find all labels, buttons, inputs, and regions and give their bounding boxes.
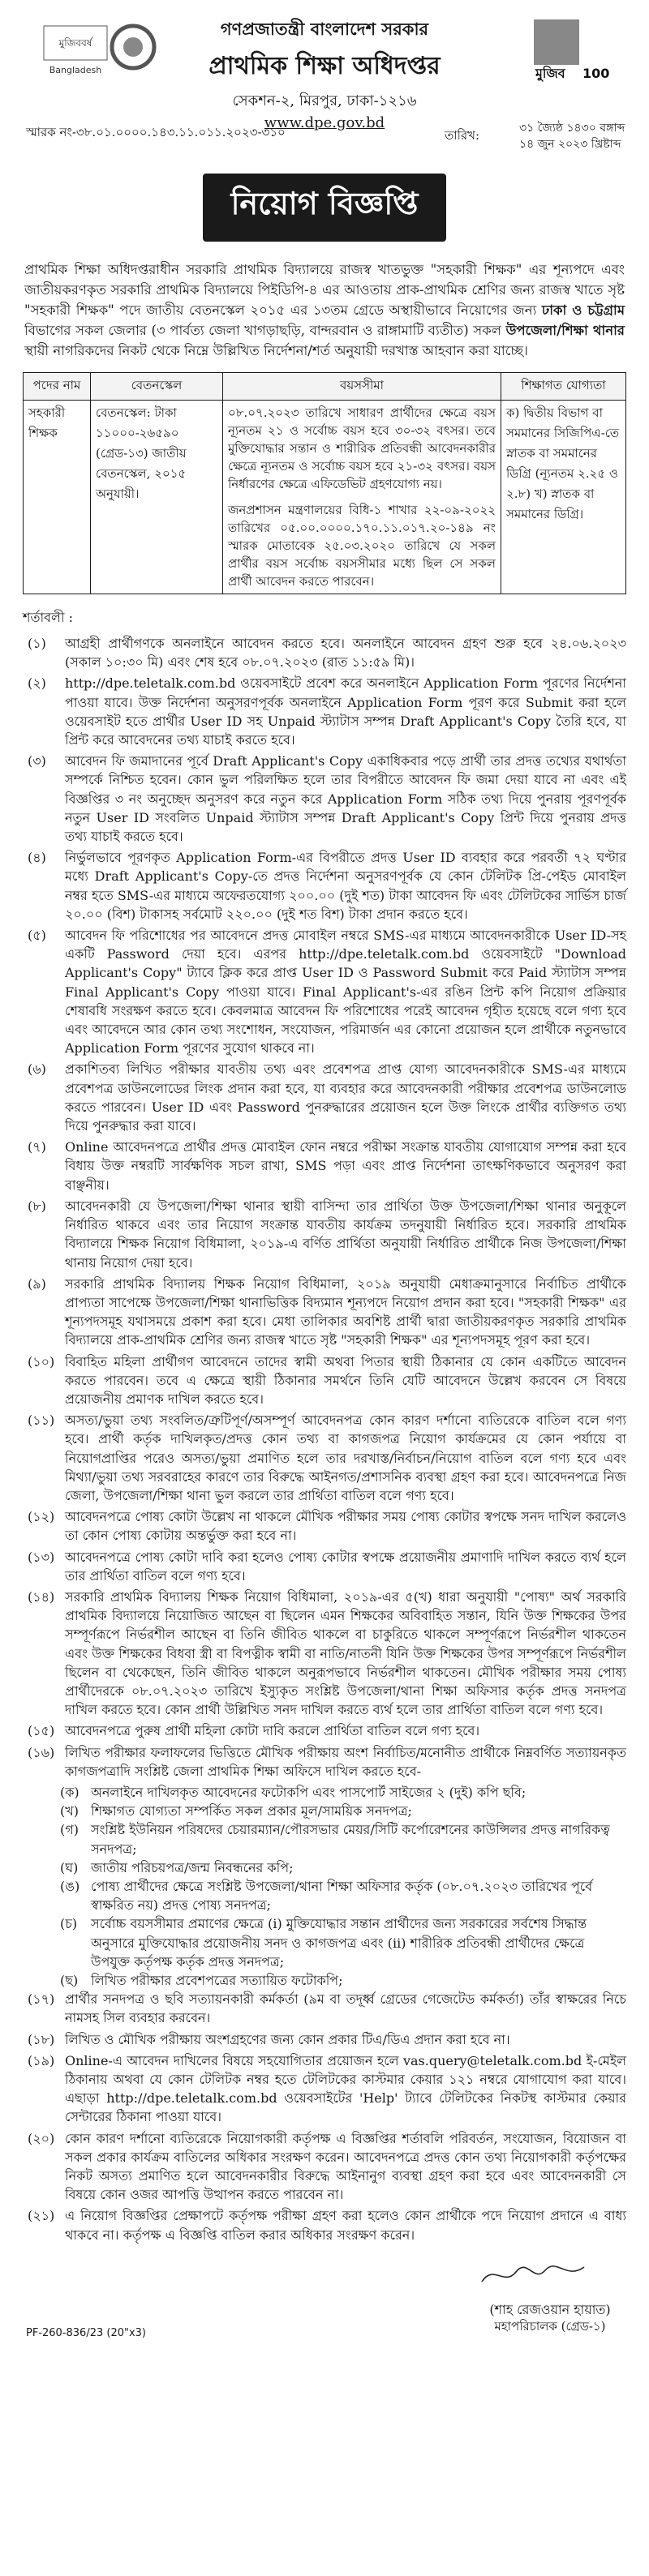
memo-row	[23, 120, 626, 161]
condition-item	[23, 1588, 626, 1719]
condition-item	[23, 1275, 626, 1350]
condition-number: (১৭)	[28, 1991, 55, 2008]
intro-paragraph	[24, 259, 625, 361]
document-text: শিক্ষাগত যোগ্যতা সম্পর্কিত সকল প্রকার মূল/সাময়িক সনদপত্র;	[91, 1803, 412, 1819]
condition-item	[23, 1743, 626, 1781]
condition-number: (১২)	[28, 1509, 55, 1525]
condition-item	[23, 926, 626, 1057]
condition-item	[23, 752, 626, 846]
document-label: (খ)	[60, 1803, 79, 1819]
document-text: সর্বোচ্চ বয়সসীমার প্রমাণের ক্ষেত্রে (i) মুক্তিযোদ্ধার সন্তান প্রার্থীদের জন্য সরকারের সর্বশেষ সিদ্ধান্ত অনুসারে মুক্তিযোদ্ধার প্রয়োজনীয় সনদ ও কাগজপত্র এবং (ii) শারীরিক প্রতিবন্ধী প্রার্থীদের ক্ষেত্রে উপযুক্ত কর্তৃপক্ষ কর্তৃক প্রদত্ত সনদপত্র;	[91, 1916, 587, 1970]
government-name: গণপ্রজাতন্ত্রী বাংলাদেশ সরকার	[220, 19, 429, 39]
logo-left-label: মুজিববর্ষ	[58, 37, 92, 49]
condition-text: প্রার্থীর সনদপত্র ও ছবি সত্যায়নকারী কর্মকর্তা (৯ম বা তদূর্ধ্ব গ্রেডের গেজেটেড কর্মকর্তা) তাঁর স্বাক্ষরের নিচে নামসহ সিল ব্যবহার করবেন।	[65, 1991, 626, 2026]
condition-item	[23, 1548, 626, 1585]
condition-number: (৬)	[28, 1061, 46, 1078]
condition-text: http://dpe.teletalk.com.bd ওয়েবসাইটে প্রবেশ করে অনলাইনে Application Form পূরণের নির্দেশনা পাওয়া যাবে। উক্ত নির্দেশনা অনুসরণপূর্বক অনলাইনে Application Form পূরণ করে Submit করা হলে ওয়েবসাইট হতে প্রার্থীর User ID সহ Unpaid স্ট্যাটাস সম্পন্ন Draft Applicant's Copy তৈরি হবে, যা প্রিন্ট করে আবেদনের তথ্য যাচাই করতে হবে।	[65, 675, 626, 748]
signatory-name: (শাহ রেজওয়ান হায়াত)	[489, 2301, 611, 2317]
condition-number: (১৩)	[28, 1549, 55, 1565]
condition-text: আবেদন ফি জমাদানের পূর্বে Draft Applicant's Copy একাধিকবার পড়ে প্রার্থী তার প্রদত্ত তথ্যের যথার্থতা সম্পর্কে নিশ্চিত হবেন। কোন ভুল পরিলক্ষিত হলে তার বিপরীতে আবেদন ফি জমা দেয়া যাবে না এবং এই বিজ্ঞপ্তির ৩ নং অনুচ্ছেদ অনুসরণ করে নতুন করে Application Form সঠিক তথ্য দিয়ে পুনরায় পূরণপূর্বক নতুন User ID সংবলিত Unpaid স্ট্যাটাস সম্পন্ন Draft Applicant's Copy প্রিন্ট দিয়ে পুনরায় প্রদত্ত তথ্য যাচাই করতে হবে।	[65, 753, 626, 845]
document-item	[60, 1858, 626, 1877]
document-text: পোষ্য প্রার্থীদের ক্ষেত্রে সংশ্লিষ্ট উপজেলা/থানা শিক্ষা অফিসার কর্তৃক (০৮.০৭.২০২৩ তারিখের পূর্বে স্বাক্ষরিত নয়) প্রদত্ত পোষ্য সনদপত্র;	[91, 1879, 593, 1914]
condition-text: আবেদনপত্রে পোষ্য কোটা উল্লেখ না থাকলে মৌখিক পরীক্ষার সময় পোষ্য কোটার স্বপক্ষে সনদ দাখিল করলেও তা কোন পোষ্য কোটায় অন্তর্ভুক্ত করা হবে না।	[65, 1509, 626, 1544]
condition-text: আবেদনপত্রে পুরুষ প্রার্থী মহিলা কোটা দাবি করলে প্রার্থিতা বাতিল বলে গণ্য হবে।	[65, 1723, 480, 1739]
condition-item	[23, 1507, 626, 1545]
condition-number: (১)	[28, 636, 46, 651]
document-label: (ছ)	[60, 1973, 79, 1989]
date-bangla: ৩১ জ্যৈষ্ঠ ১৪৩০ বঙ্গাব্দ	[519, 122, 625, 135]
memo-number: স্মারক নং-৩৮.০১.০০০০.১৪৩.১১.০১১.২০২৩-৩১০	[26, 125, 286, 139]
condition-text: আবেদন ফি পরিশোধের পর আবেদনে প্রদত্ত মোবাইল নম্বরে SMS-এর মাধ্যমে আবেদনকারীকে User ID-সহ একটি Password দেয়া হবে। এরপর http://dpe.teletalk.com.bd ওয়েবসাইটে "Download Applicant's Copy" ট্যাবে ক্লিক করে প্রাপ্ত User ID ও Password Submit করে Paid স্ট্যাটাস সম্পন্ন Final Applicant's Copy পাওয়া যাবে। Final Applicant's-এর রঙিন প্রিন্ট কপি নিয়োগ প্রক্রিয়ার শেষাবধি সংরক্ষণ করতে হবে। কেবলমাত্র আবেদন ফি পরিশোধের পরেই আবেদন গৃহীত হয়েছে বলে গণ্য হবে এবং আবেদনে আর কোন তথ্য সংশোধন, সংযোজন, পরিমার্জন এর কোনো প্রয়োজন হলে প্রার্থীকে নতুনভাবে Application Form পূরণের সুযোগ থাকবে না।	[65, 928, 626, 1057]
document-label: (গ)	[60, 1822, 79, 1838]
department-name: প্রাথমিক শিক্ষা অধিদপ্তর	[208, 52, 441, 80]
date-block	[519, 120, 625, 152]
logo-right-number: 100	[582, 66, 610, 81]
document-label: (চ)	[60, 1916, 78, 1932]
condition-number: (১৫)	[28, 1723, 55, 1739]
document-label: (ক)	[60, 1784, 80, 1800]
condition-item	[23, 2030, 626, 2049]
condition-text: Online-এ আবেদন দাখিলের বিষয়ে সহযোগিতার প্রয়োজন হলে vas.query@teletalk.com.bd ই-মেইল ঠিকানায় অথবা যে কোন টেলিটক নম্বর হতে টেলিটকের কাস্টমার কেয়ার ১২১ নম্বরে যোগাযোগ করা যাবে। এছাড়া http://dpe.teletalk.com.bd ওয়েবসাইটের 'Help' ট্যাবে টেলিটকের নিকটস্থ কাস্টমার কেয়ার সেন্টারের ঠিকানা পাওয়া যাবে।	[65, 2052, 626, 2125]
header-post-name: পদের নাম	[24, 373, 91, 401]
documents-sub-list	[23, 1783, 626, 1990]
department-website[interactable]: www.dpe.gov.bd	[264, 114, 385, 131]
condition-number: (৭)	[28, 1139, 46, 1155]
ad-code: PF-260-836/23 (20"x3)	[26, 2326, 147, 2339]
document-text: জাতীয় পরিচয়পত্র/জন্ম নিবন্ধনের কপি;	[91, 1859, 294, 1875]
condition-text: লিখিত পরীক্ষার ফলাফলের ভিত্তিতে মৌখিক পরীক্ষায় অংশ নির্বাচিত/মনোনীত প্রার্থীকে নিম্নবর্ণিত সত্যায়নকৃত কাগজপত্রাদি সংশ্লিষ্ট জেলা প্রাথমিক শিক্ষা অফিসে দাখিল করতে হবে-	[65, 1744, 626, 1779]
cell-education: ক) দ্বিতীয় বিভাগ বা সমমানের সিজিপিএ-তে স্নাতক বা সমমানের ডিগ্রি (ন্যূনতম ২.২৫ ও ২.৮) খ) স্নাতক বা সমমানের ডিগ্রি।	[501, 401, 626, 594]
mujib-100-logo-icon	[511, 18, 615, 83]
cell-age-limit	[223, 401, 501, 594]
condition-number: (৮)	[28, 1198, 46, 1214]
intro-part-3: স্থায়ী নাগরিকদের নিকট থেকে নিম্নে উল্লিখিত নির্দেশনা/শর্ত অনুযায়ী দরখাস্ত আহবান করা যাচ্ছে।	[24, 343, 528, 358]
document-label: (ঙ)	[60, 1879, 80, 1894]
condition-number: (২০)	[28, 2130, 55, 2146]
condition-number: (৯)	[28, 1275, 46, 1292]
condition-item	[23, 1138, 626, 1194]
notice-title: নিয়োগ বিজ্ঞপ্তি	[203, 174, 446, 242]
intro-upazila: উপজেলা/শিক্ষা থানার	[505, 323, 625, 338]
conditions-list	[23, 634, 626, 1781]
condition-number: (১১)	[28, 1412, 55, 1429]
age-rule-1: ০৮.০৭.২০২৩ তারিখে সাধারণ প্রার্থীদের ক্ষেত্রে বয়স ন্যূনতম ২১ ও সর্বোচ্চ বয়স হবে ৩০-৩২ বৎসর। তবে মুক্তিযোদ্ধার সন্তান ও শারীরিক প্রতিবন্ধী আবেদনকারীর ক্ষেত্রে ন্যূনতম ও সর্বোচ্চ বয়স হবে ২১-৩২ বৎসর। বয়স নির্ধারণের ক্ষেত্রে এফিডেভিট গ্রহণযোগ্য নয়।	[228, 405, 496, 491]
condition-item	[23, 848, 626, 924]
header-age-limit: বয়সসীমা	[223, 373, 501, 401]
document-item	[60, 1914, 626, 1971]
condition-text: এ নিয়োগ বিজ্ঞপ্তির প্রেক্ষাপটে কর্তৃপক্ষ পরীক্ষা গ্রহণ করা হলেও কোন প্রার্থীকে পদে নিয়োগ প্রদানে এ বাধ্য থাকবে না। কর্তৃপক্ষ এ বিজ্ঞপ্তি বাতিল করার অধিকার সংরক্ষণ করেন।	[65, 2208, 626, 2243]
condition-number: (৫)	[28, 928, 46, 944]
condition-number: (১৮)	[28, 2031, 55, 2047]
condition-text: নির্ভুলভাবে পূরণকৃত Application Form-এর বিপরীতে প্রদত্ত User ID ব্যবহার করে পরবর্তী ৭২ ঘণ্টার মধ্যে Draft Applicant's Copy-তে প্রদত্ত নির্দেশনা অনুসরণপূর্বক যে কোন টেলিটক প্রি-পেইড মোবাইল নম্বর হতে SMS-এর মাধ্যমে অফেরতযোগ্য ২০০.০০ (দুই শত) টাকা আবেদন ফি এবং টেলিটকের সার্ভিস চার্জ ২০.০০ (বিশ) টাকাসহ সর্বমোট ২২০.০০ (দুই শত বিশ) টাকা প্রদান করতে হবে।	[65, 850, 626, 922]
department-address: সেকশন-২, মিরপুর, ঢাকা-১২১৬	[232, 92, 417, 109]
condition-number: (৪)	[28, 850, 46, 866]
condition-text: আবেদনকারী যে উপজেলা/শিক্ষা থানার স্থায়ী বাসিন্দা তার প্রার্থিতা উক্ত উপজেলা/শিক্ষা থানার অনুকূলে নির্ধারিত থাকবে এবং তার নিয়োগ সংক্রান্ত যাবতীয় কার্যক্রম তদনুযায়ী নির্ধারিত হবে। সরকারি প্রাথমিক বিদ্যালয়ে শিক্ষক নিয়োগ বিধিমালা, ২০১৯-এ বর্ণিত প্রার্থিতা অনুযায়ী নির্ধারিত প্রার্থীকে নিজ উপজেলা/শিক্ষা থানায় নিয়োগ দেয়া হবে।	[65, 1198, 626, 1271]
cell-post-name: সহকারী শিক্ষক	[24, 401, 91, 594]
condition-text: সরকারি প্রাথমিক বিদ্যালয় শিক্ষক নিয়োগ বিধিমালা, ২০১৯ অনুযায়ী মেধাক্রমানুসারে নির্বাচিত প্রার্থীকে প্রাপ্যতা সাপেক্ষে উপজেলা/শিক্ষা থানাভিত্তিক বিদ্যমান শূন্যপদে নিয়োগ প্রদান করা হবে। "সহকারী শিক্ষক" এর শূন্যপদসমূহ যথাসময়ে প্রকাশ করা হবে। মেধা তালিকার অবশিষ্ট প্রার্থী দ্বারা জাতীয়করণকৃত সরকারি প্রাথমিক বিদ্যালয়ে প্রাক-প্রাথমিক শ্রেণির জন্য রাজস্ব খাতে সৃষ্ট "সহকারী শিক্ষক" এর শূন্যপদসমূহ পূরণ করা হবে।	[65, 1275, 626, 1348]
header-pay-scale: বেতনস্কেল	[91, 373, 223, 401]
condition-number: (১০)	[28, 1353, 55, 1369]
date-label: তারিখ:	[445, 128, 480, 143]
document-text: অনলাইনে দাখিলকৃত আবেদনের ফটোকপি এবং পাসপোর্ট সাইজের ২ (দুই) কপি ছবি;	[91, 1784, 527, 1800]
condition-item	[23, 1990, 626, 2027]
document-item	[60, 1783, 626, 1802]
condition-text: কোন কারণ দর্শানো ব্যতিরেকে নিয়োগকারী কর্তৃপক্ষ এ বিজ্ঞপ্তির শর্তাবলি পরিবর্তন, সংযোজন, বিয়োজন বা সকল প্রকার কার্যক্রম বাতিলের অধিকার সংরক্ষণ করেন। আবেদনপত্রে প্রদত্ত কোন তথ্য নিয়োগকারী কর্তৃপক্ষের নিকট অসত্য প্রমাণিত হলে আবেদনকারীর বিরুদ্ধে আইনানুগ ব্যবস্থা গ্রহণ করা হবে এবং আবেদনকারী সে বিষয়ে কোন ওজর আপত্তি উত্থাপন করতে পারবেন না।	[65, 2130, 626, 2203]
condition-number: (১৬)	[28, 1744, 55, 1760]
condition-item	[23, 1197, 626, 1272]
condition-item	[23, 634, 626, 671]
table-row	[24, 401, 626, 594]
condition-item	[23, 2129, 626, 2205]
signatory-title: মহাপরিচালক (গ্রেড-১)	[494, 2318, 606, 2334]
condition-text: অসত্য/ভুয়া তথ্য সংবলিত/ত্রুটিপূর্ণ/অসম্পূর্ণ আবেদনপত্র কোন কারণ দর্শানো ব্যতিরেকে বাতিল বলে গণ্য হবে। প্রার্থী কর্তৃক দাখিলকৃত/প্রদত্ত কোন তথ্য বা কাগজপত্র নিয়োগ কার্যক্রমের যে কোন পর্যায়ে বা নিয়োগপ্রাপ্তির পরেও অসত্য/ভুয়া প্রমাণিত হলে তার দরখাস্ত/নির্বাচন/নিয়োগ বাতিল বলে গণ্য হবে এবং মিথ্যা/ভুয়া তথ্য সরবরাহের কারণে তার বিরুদ্ধে আইনগত/প্রশাসনিক ব্যবস্থা গ্রহণ করা হবে। আবেদনপত্রে নিজ জেলা, উপজেলা/শিক্ষা থানা ভুল করলে তার প্রার্থিতা বাতিল বলে গণ্য হবে।	[65, 1412, 626, 1503]
age-rule-2: জনপ্রশাসন মন্ত্রণালয়ের বিধি-১ শাখার ২২-০৯-২০২২ তারিখের ০৫.০০.০০০০.১৭০.১১.০১৭.২০-১৪৯ নং স্মারক মোতাবেক ২৫.০৩.২০২০ তারিখে যে সকল প্রার্থীর বয়স সর্বোচ্চ বয়সসীমার মধ্যে ছিল সে সকল প্রার্থী আবেদন করতে পারবেন।	[228, 503, 496, 589]
condition-text: বিবাহিত মহিলা প্রার্থীগণ আবেদনে তাদের স্বামী অথবা পিতার স্থায়ী ঠিকানার যে কোন একটিতে আবেদন করতে পারবেন। তবে এ ক্ষেত্রে স্থায়ী ঠিকানার সমর্থনে তিনি যেটি আবেদনে উল্লেখ করবেন সে বিষয়ে প্রয়োজনীয় প্রমাণক দাখিল করতে হবে।	[65, 1353, 626, 1407]
document-item	[60, 1802, 626, 1820]
signature-scribble-icon	[477, 2259, 591, 2291]
condition-number: (২)	[28, 675, 46, 692]
conditions-title: শর্তাবলী :	[23, 610, 73, 625]
condition-number: (১৪)	[28, 1588, 55, 1605]
document-item	[60, 1971, 626, 1990]
condition-item	[23, 1060, 626, 1135]
document-text: সংশ্লিষ্ট ইউনিয়ন পরিষদের চেয়ারম্যান/পৌরসভার মেয়র/সিটি কর্পোরেশনের কাউন্সিলর প্রদত্ত নাগরিকত্ব সনদপত্র;	[91, 1822, 610, 1857]
document-label: (ঘ)	[60, 1859, 79, 1875]
condition-text: আবেদনপত্রে পোষ্য কোটা দাবি করা হলেও পোষ্য কোটার স্বপক্ষে প্রয়োজনীয় প্রমাণাদি দাখিল করতে ব্যর্থ হলে তার প্রার্থিতা বাতিল বলে গণ্য হবে।	[65, 1549, 626, 1584]
condition-number: (১৯)	[28, 2052, 55, 2068]
condition-item	[23, 1411, 626, 1505]
intro-part-2: বিভাগের সকল জেলার (৩ পার্বত্য জেলা খাগড়াছড়ি, বান্দরবান ও রাঙ্গামাটি ব্যতীত) সকল	[24, 323, 506, 338]
document-text: লিখিত পরীক্ষার প্রবেশপত্রের সত্যায়িত ফটোকপি;	[91, 1973, 343, 1989]
intro-part-1: প্রাথমিক শিক্ষা অধিদপ্তরাধীন সরকারি প্রাথমিক বিদ্যালয়ে রাজস্ব খাতভুক্ত "সহকারী শিক্ষক" এর শূন্যপদে এবং জাতীয়করণকৃত সরকারি প্রাথমিক বিদ্যালয়ে পিইডিপি-৪ এর আওতায় প্রাক-প্রাথমিক শ্রেণির জন্য রাজস্ব খাতে সৃষ্ট "সহকারী শিক্ষক" পদে জাতীয় বেতনস্কেল ২০১৫ এর ১৩তম গ্রেডে অস্থায়ীভাবে নিয়োগের জন্য	[24, 262, 625, 318]
mujib-borsho-logo-icon	[42, 21, 164, 83]
condition-number: (২১)	[28, 2208, 55, 2224]
date-english: ১৪ জুন ২০২৩ খ্রিষ্টাব্দ	[519, 138, 621, 151]
condition-number: (৩)	[28, 753, 46, 769]
cell-pay-scale: বেতনস্কেল: টাকা ১১০০০-২৬৫৯০ (গ্রেড-১৩) জাতীয় বেতনস্কেল, ২০১৫ অনুযায়ী।	[91, 401, 223, 594]
condition-text: সরকারি প্রাথমিক বিদ্যালয় শিক্ষক নিয়োগ বিধিমালা, ২০১৯-এর ৫(খ) ধারা অনুযায়ী "পোষ্য" অর্থ সরকারি প্রাথমিক বিদ্যালয়ে নিয়োজিত আছেন বা ছিলেন এমন শিক্ষকের অবিবাহিত সন্তান, যিনি উক্ত শিক্ষকের উপর সম্পূর্ণরূপে নির্ভরশীল আছেন বা তিনি জীবিত থাকলে বা চাকুরিতে থাকলে সম্পূর্ণরূপে নির্ভরশীল থাকতেন এবং উক্ত শিক্ষকের বিধবা স্ত্রী বা বিপত্নীক স্বামী বা নাতি/নাতনী যিনি উক্ত শিক্ষকের উপর সম্পূর্ণরূপে নির্ভরশীল ছিলেন বা থেকেছেন, তিনি জীবিত থাকলে অনুরূপভাবে নির্ভরশীল থাকতেন। মৌখিক পরীক্ষার সময় পোষ্য প্রার্থীদেরকে ০৮.০৭.২০২৩ তারিখে ইস্যুকৃত সংশ্লিষ্ট উপজেলা/থানা শিক্ষা অফিসার কর্তৃক প্রদত্ত সনদপত্র দাখিল করতে হবে। কোন প্রার্থী উল্লিখিত সনদ দাখিল করতে ব্যর্থ হলে তার প্রার্থিতা বাতিল বলে গণ্য হবে।	[65, 1588, 626, 1718]
intro-divisions: ঢাকা ও চট্টগ্রাম	[541, 302, 625, 318]
condition-text: প্রকাশিতব্য লিখিত পরীক্ষার যাবতীয় তথ্য এবং প্রবেশপত্র প্রাপ্ত যোগ্য আবেদনকারীকে SMS-এর মাধ্যমে প্রবেশপত্র ডাউনলোডের লিংক প্রদান করা হবে, যা ব্যবহার করে আবেদনকারী পরীক্ষার প্রবেশপত্র ডাউনলোড করতে পারবেন। User ID এবং Password পুনরুদ্ধারের প্রয়োজন হলে উক্ত লিংকে প্রার্থীর ব্যক্তিগত তথ্য দিয়ে পুনরুদ্ধার করা যাবে।	[65, 1061, 626, 1134]
document-item	[60, 1820, 626, 1858]
condition-item	[23, 2051, 626, 2127]
logo-right-label: মুজিব	[535, 66, 565, 81]
condition-item	[23, 1352, 626, 1409]
signature-block	[23, 2251, 626, 2340]
conditions-tail-list	[23, 1990, 626, 2244]
logo-left-sub: Bangladesh	[49, 65, 102, 75]
document-item	[60, 1877, 626, 1914]
condition-text: Online আবেদনপত্রে প্রার্থীর প্রদত্ত মোবাইল ফোন নম্বরে পরীক্ষা সংক্রান্ত যাবতীয় যোগাযোগ সম্পন্ন করা হবে বিধায় উক্ত নম্বরটি সার্বক্ষণিক সচল রাখা, SMS পড়া এবং প্রাপ্ত নির্দেশনা তাৎক্ষণিকভাবে অনুসরণ করা বাঞ্ছনীয়।	[65, 1139, 626, 1193]
condition-text: লিখিত ও মৌখিক পরীক্ষায় অংশগ্রহণের জন্য কোন প্রকার টিএ/ডিএ প্রদান করা হবে না।	[65, 2031, 510, 2047]
header-education: শিক্ষাগত যোগ্যতা	[501, 373, 626, 401]
post-table	[23, 372, 626, 594]
condition-item	[23, 1721, 626, 1740]
condition-item	[23, 2206, 626, 2244]
condition-text: আগ্রহী প্রার্থীগণকে অনলাইনে আবেদন করতে হবে। অনলাইনে আবেদন গ্রহণ শুরু হবে ২৪.০৬.২০২৩ (সকাল ১০:৩০ মি) এবং শেষ হবে ০৮.০৭.২০২৩ (রাত ১১:৫৯ মি)।	[65, 636, 626, 671]
condition-item	[23, 674, 626, 749]
